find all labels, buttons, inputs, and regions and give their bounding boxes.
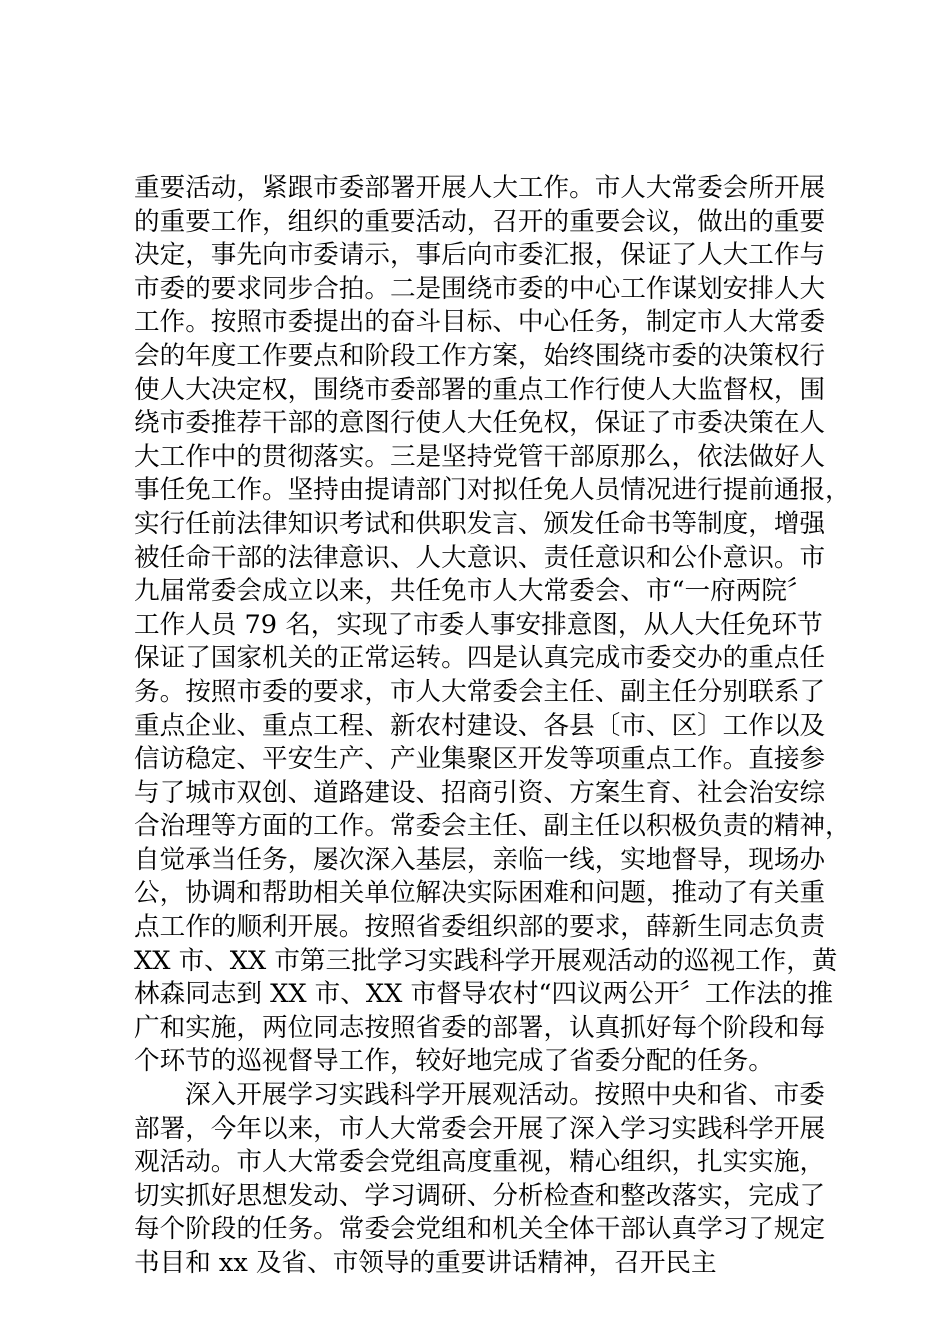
text-line: 市委的要求同步合拍。二是围绕市委的中心工作谋划安排人大 [134, 273, 826, 304]
text-line: 绕市委推荐干部的意图行使人大任免权，保证了市委决策在人 [134, 408, 826, 439]
text-line: 自觉承当任务，屡次深入基层，亲临一线，实地督导，现场办 [134, 844, 826, 875]
text-line: 部署，今年以来，市人大常委会开展了深入学习实践科学开展 [134, 1113, 826, 1144]
text-line: 重要活动，紧跟市委部署开展人大工作。市人大常委会所开展 [134, 173, 826, 203]
text-line: 工作人员 79 名，实现了市委人事安排意图，从人大任免环节 [134, 609, 823, 640]
text-line: 点工作的顺利开展。按照省委组织部的要求，薛新生同志负责 [134, 912, 826, 943]
text-line: 书目和 xx 及省、市领导的重要讲话精神，召开民主 [134, 1248, 717, 1278]
text-line: 观活动。市人大常委会党组高度重视，精心组织，扎实实施， [134, 1147, 826, 1178]
text-line: 广和实施，两位同志按照省委的部署，认真抓好每个阶段和每 [134, 1012, 826, 1043]
text-line: 重点企业、重点工程、新农村建设、各县〔市、区〕工作以及 [134, 710, 826, 741]
text-line: 使人大决定权，围绕市委部署的重点工作行使人大监督权，围 [134, 374, 826, 405]
text-line: 公，协调和帮助相关单位解决实际困难和问题，推动了有关重 [134, 878, 826, 909]
text-line: 九届常委会成立以来，共任免市人大常委会、市“一府两院〞 [134, 576, 813, 607]
body-text [134, 172, 851, 1281]
text-line: 的重要工作，组织的重要活动，召开的重要会议，做出的重要 [134, 206, 826, 237]
text-line: 大工作中的贯彻落实。三是坚持党管干部原那么，依法做好人 [134, 441, 826, 472]
text-line: 事任免工作。坚持由提请部门对拟任免人员情况进行提前通报， [134, 475, 851, 506]
text-line: 工作。按照市委提出的奋斗目标、中心任务，制定市人大常委 [134, 307, 826, 338]
text-line: 切实抓好思想发动、学习调研、分析检查和整改落实，完成了 [134, 1180, 826, 1211]
text-line: 林森同志到 XX 市、XX 市督导农村“四议两公开〞工作法的推 [134, 979, 834, 1010]
text-line: XX 市、XX 市第三批学习实践科学开展观活动的巡视工作，黄 [134, 945, 838, 976]
text-line: 务。按照市委的要求，市人大常委会主任、副主任分别联系了 [134, 676, 826, 707]
text-line: 与了城市双创、道路建设、招商引资、方案生育、社会治安综 [134, 777, 826, 808]
text-line: 保证了国家机关的正常运转。四是认真完成市委交办的重点任 [134, 643, 826, 674]
text-line: 被任命干部的法律意识、人大意识、责任意识和公仆意识。市 [134, 542, 826, 573]
text-line: 实行任前法律知识考试和供职发言、颁发任命书等制度，增强 [134, 508, 826, 539]
text-line: 每个阶段的任务。常委会党组和机关全体干部认真学习了规定 [134, 1214, 826, 1245]
text-line: 信访稳定、平安生产、产业集聚区开发等项重点工作。直接参 [134, 744, 826, 775]
text-line: 合治理等方面的工作。常委会主任、副主任以积极负责的精神， [134, 811, 851, 842]
text-line: 决定，事先向市委请示，事后向市委汇报，保证了人大工作与 [134, 240, 826, 271]
text-line: 个环节的巡视督导工作，较好地完成了省委分配的任务。 [134, 1046, 774, 1077]
text-line: 会的年度工作要点和阶段工作方案，始终围绕市委的决策权行 [134, 340, 826, 371]
paragraph-first-line: 深入开展学习实践科学开展观活动。按照中央和省、市委 [185, 1080, 825, 1111]
